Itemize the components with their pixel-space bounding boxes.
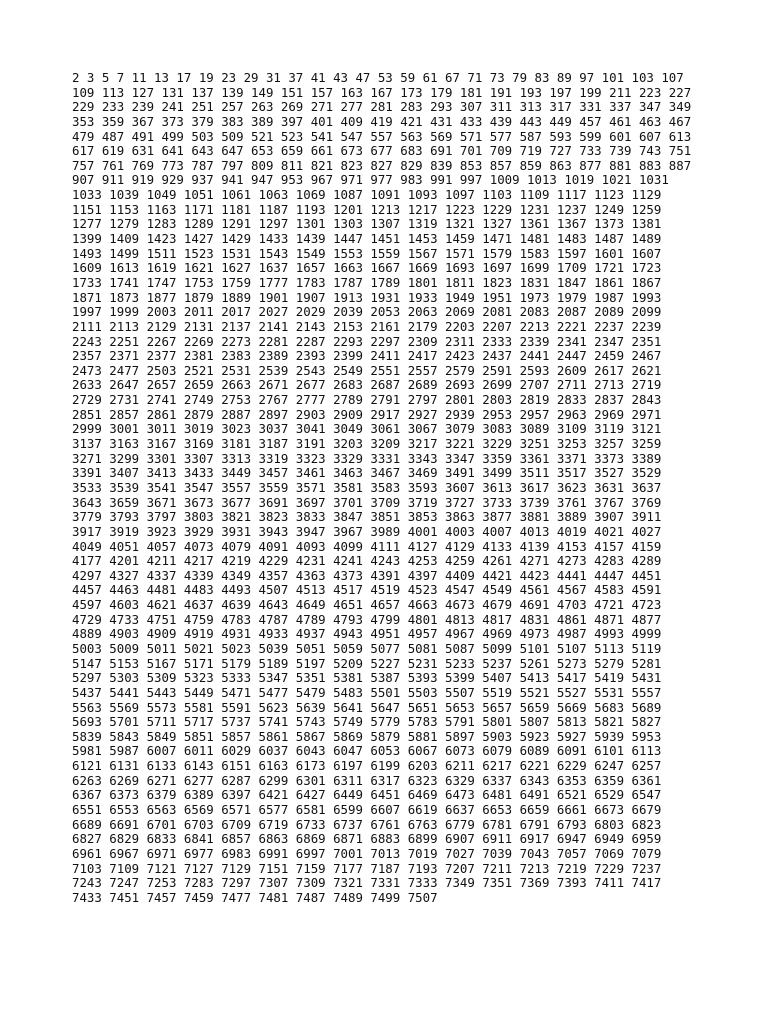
prime-row: 6827 6829 6833 6841 6857 6863 6869 6871 6883 6899 6907 6911 6917 6947 6949 6959: [72, 831, 662, 847]
prime-row: 4297 4327 4337 4339 4349 4357 4363 4373 4391 4397 4409 4421 4423 4441 4447 4451: [72, 567, 662, 583]
prime-row: 7433 7451 7457 7459 7477 7481 7487 7489 7499 7507: [72, 889, 438, 905]
prime-row: 3779 3793 3797 3803 3821 3823 3833 3847 3851 3853 3863 3877 3881 3889 3907 3911: [72, 509, 662, 525]
prime-row: 5693 5701 5711 5717 5737 5741 5743 5749 5779 5783 5791 5801 5807 5813 5821 5827: [72, 714, 662, 730]
prime-row: 1997 1999 2003 2011 2017 2027 2029 2039 2053 2063 2069 2081 2083 2087 2089 2099: [72, 304, 662, 320]
prime-row: 1151 1153 1163 1171 1181 1187 1193 1201 1213 1217 1223 1229 1231 1237 1249 1259: [72, 201, 662, 217]
prime-row: 1733 1741 1747 1753 1759 1777 1783 1787 1789 1801 1811 1823 1831 1847 1861 1867: [72, 274, 662, 290]
prime-row: 3271 3299 3301 3307 3313 3319 3323 3329 3331 3343 3347 3359 3361 3371 3373 3389: [72, 450, 662, 466]
prime-row: 2 3 5 7 11 13 17 19 23 29 31 37 41 43 47 53 59 61 67 71 73 79 83 89 97 101 103 107: [72, 70, 684, 85]
prime-row: 1277 1279 1283 1289 1291 1297 1301 1303 1307 1319 1321 1327 1361 1367 1373 1381: [72, 216, 662, 232]
prime-row: 229 233 239 241 251 257 263 269 271 277 281 283 293 307 311 313 317 331 337 347 349: [72, 99, 692, 115]
prime-row: 6551 6553 6563 6569 6571 6577 6581 6599 6607 6619 6637 6653 6659 6661 6673 6679: [72, 802, 662, 818]
prime-row: 5839 5843 5849 5851 5857 5861 5867 5869 5879 5881 5897 5903 5923 5927 5939 5953: [72, 728, 662, 744]
prime-row: 109 113 127 131 137 139 149 151 157 163 167 173 179 181 191 193 197 199 211 223 227: [72, 84, 692, 100]
prime-row: 1609 1613 1619 1621 1627 1637 1657 1663 1667 1669 1693 1697 1699 1709 1721 1723: [72, 260, 662, 276]
prime-row: 907 911 919 929 937 941 947 953 967 971 977 983 991 997 1009 1013 1019 1021 1031: [72, 172, 669, 188]
prime-row: 7243 7247 7253 7283 7297 7307 7309 7321 7331 7333 7349 7351 7369 7393 7411 7417: [72, 875, 662, 891]
prime-row: 4457 4463 4481 4483 4493 4507 4513 4517 4519 4523 4547 4549 4561 4567 4583 4591: [72, 582, 662, 598]
prime-row: 5003 5009 5011 5021 5023 5039 5051 5059 5077 5081 5087 5099 5101 5107 5113 5119: [72, 640, 662, 656]
prime-row: 617 619 631 641 643 647 653 659 661 673 677 683 691 701 709 719 727 733 739 743 751: [72, 143, 692, 159]
prime-row: 757 761 769 773 787 797 809 811 821 823 827 829 839 853 857 859 863 877 881 883 887: [72, 157, 692, 173]
prime-row: 353 359 367 373 379 383 389 397 401 409 419 421 431 433 439 443 449 457 461 463 467: [72, 113, 692, 129]
prime-row: 7103 7109 7121 7127 7129 7151 7159 7177 7187 7193 7207 7211 7213 7219 7229 7237: [72, 860, 662, 876]
prime-row: 4177 4201 4211 4217 4219 4229 4231 4241 4243 4253 4259 4261 4271 4273 4283 4289: [72, 553, 662, 569]
prime-row: 479 487 491 499 503 509 521 523 541 547 557 563 569 571 577 587 593 599 601 607 613: [72, 128, 692, 144]
prime-row: 6689 6691 6701 6703 6709 6719 6733 6737 6761 6763 6779 6781 6791 6793 6803 6823: [72, 816, 662, 832]
prime-row: 6367 6373 6379 6389 6397 6421 6427 6449 6451 6469 6473 6481 6491 6521 6529 6547: [72, 787, 662, 803]
prime-row: 1493 1499 1511 1523 1531 1543 1549 1553 1559 1567 1571 1579 1583 1597 1601 1607: [72, 245, 662, 261]
prime-row: 1033 1039 1049 1051 1061 1063 1069 1087 1091 1093 1097 1103 1109 1117 1123 1129: [72, 187, 662, 203]
prime-row: 2851 2857 2861 2879 2887 2897 2903 2909 2917 2927 2939 2953 2957 2963 2969 2971: [72, 406, 662, 422]
prime-row: 3533 3539 3541 3547 3557 3559 3571 3581 3583 3593 3607 3613 3617 3623 3631 3637: [72, 479, 662, 495]
prime-row: 1399 1409 1423 1427 1429 1433 1439 1447 1451 1453 1459 1471 1481 1483 1487 1489: [72, 231, 662, 247]
prime-row: 2111 2113 2129 2131 2137 2141 2143 2153 2161 2179 2203 2207 2213 2221 2237 2239: [72, 318, 662, 334]
prime-row: 2633 2647 2657 2659 2663 2671 2677 2683 2687 2689 2693 2699 2707 2711 2713 2719: [72, 377, 662, 393]
prime-row: 5981 5987 6007 6011 6029 6037 6043 6047 6053 6067 6073 6079 6089 6091 6101 6113: [72, 743, 662, 759]
prime-row: 5147 5153 5167 5171 5179 5189 5197 5209 5227 5231 5233 5237 5261 5273 5279 5281: [72, 655, 662, 671]
prime-row: 3917 3919 3923 3929 3931 3943 3947 3967 3989 4001 4003 4007 4013 4019 4021 4027: [72, 523, 662, 539]
prime-row: 3137 3163 3167 3169 3181 3187 3191 3203 3209 3217 3221 3229 3251 3253 3257 3259: [72, 436, 662, 452]
prime-row: 4729 4733 4751 4759 4783 4787 4789 4793 4799 4801 4813 4817 4831 4861 4871 4877: [72, 611, 662, 627]
prime-row: 2243 2251 2267 2269 2273 2281 2287 2293 2297 2309 2311 2333 2339 2341 2347 2351: [72, 333, 662, 349]
prime-row: 5297 5303 5309 5323 5333 5347 5351 5381 5387 5393 5399 5407 5413 5417 5419 5431: [72, 670, 662, 686]
prime-row: 2357 2371 2377 2381 2383 2389 2393 2399 2411 2417 2423 2437 2441 2447 2459 2467: [72, 348, 662, 364]
prime-row: 6961 6967 6971 6977 6983 6991 6997 7001 7013 7019 7027 7039 7043 7057 7069 7079: [72, 845, 662, 861]
prime-row: 4049 4051 4057 4073 4079 4091 4093 4099 4111 4127 4129 4133 4139 4153 4157 4159: [72, 538, 662, 554]
prime-row: 2729 2731 2741 2749 2753 2767 2777 2789 2791 2797 2801 2803 2819 2833 2837 2843: [72, 392, 662, 408]
prime-row: 4597 4603 4621 4637 4639 4643 4649 4651 4657 4663 4673 4679 4691 4703 4721 4723: [72, 597, 662, 613]
prime-row: 5437 5441 5443 5449 5471 5477 5479 5483 5501 5503 5507 5519 5521 5527 5531 5557: [72, 684, 662, 700]
prime-row: 3391 3407 3413 3433 3449 3457 3461 3463 3467 3469 3491 3499 3511 3517 3527 3529: [72, 465, 662, 481]
prime-row: 2473 2477 2503 2521 2531 2539 2543 2549 2551 2557 2579 2591 2593 2609 2617 2621: [72, 362, 662, 378]
prime-row: 6263 6269 6271 6277 6287 6299 6301 6311 6317 6323 6329 6337 6343 6353 6359 6361: [72, 772, 662, 788]
prime-row: 6121 6131 6133 6143 6151 6163 6173 6197 6199 6203 6211 6217 6221 6229 6247 6257: [72, 758, 662, 774]
prime-number-list: [72, 71, 712, 906]
prime-row: 2999 3001 3011 3019 3023 3037 3041 3049 3061 3067 3079 3083 3089 3109 3119 3121: [72, 421, 662, 437]
prime-row: 3643 3659 3671 3673 3677 3691 3697 3701 3709 3719 3727 3733 3739 3761 3767 3769: [72, 494, 662, 510]
prime-row: 5563 5569 5573 5581 5591 5623 5639 5641 5647 5651 5653 5657 5659 5669 5683 5689: [72, 699, 662, 715]
prime-row: 4889 4903 4909 4919 4931 4933 4937 4943 4951 4957 4967 4969 4973 4987 4993 4999: [72, 626, 662, 642]
prime-row: 1871 1873 1877 1879 1889 1901 1907 1913 1931 1933 1949 1951 1973 1979 1987 1993: [72, 289, 662, 305]
